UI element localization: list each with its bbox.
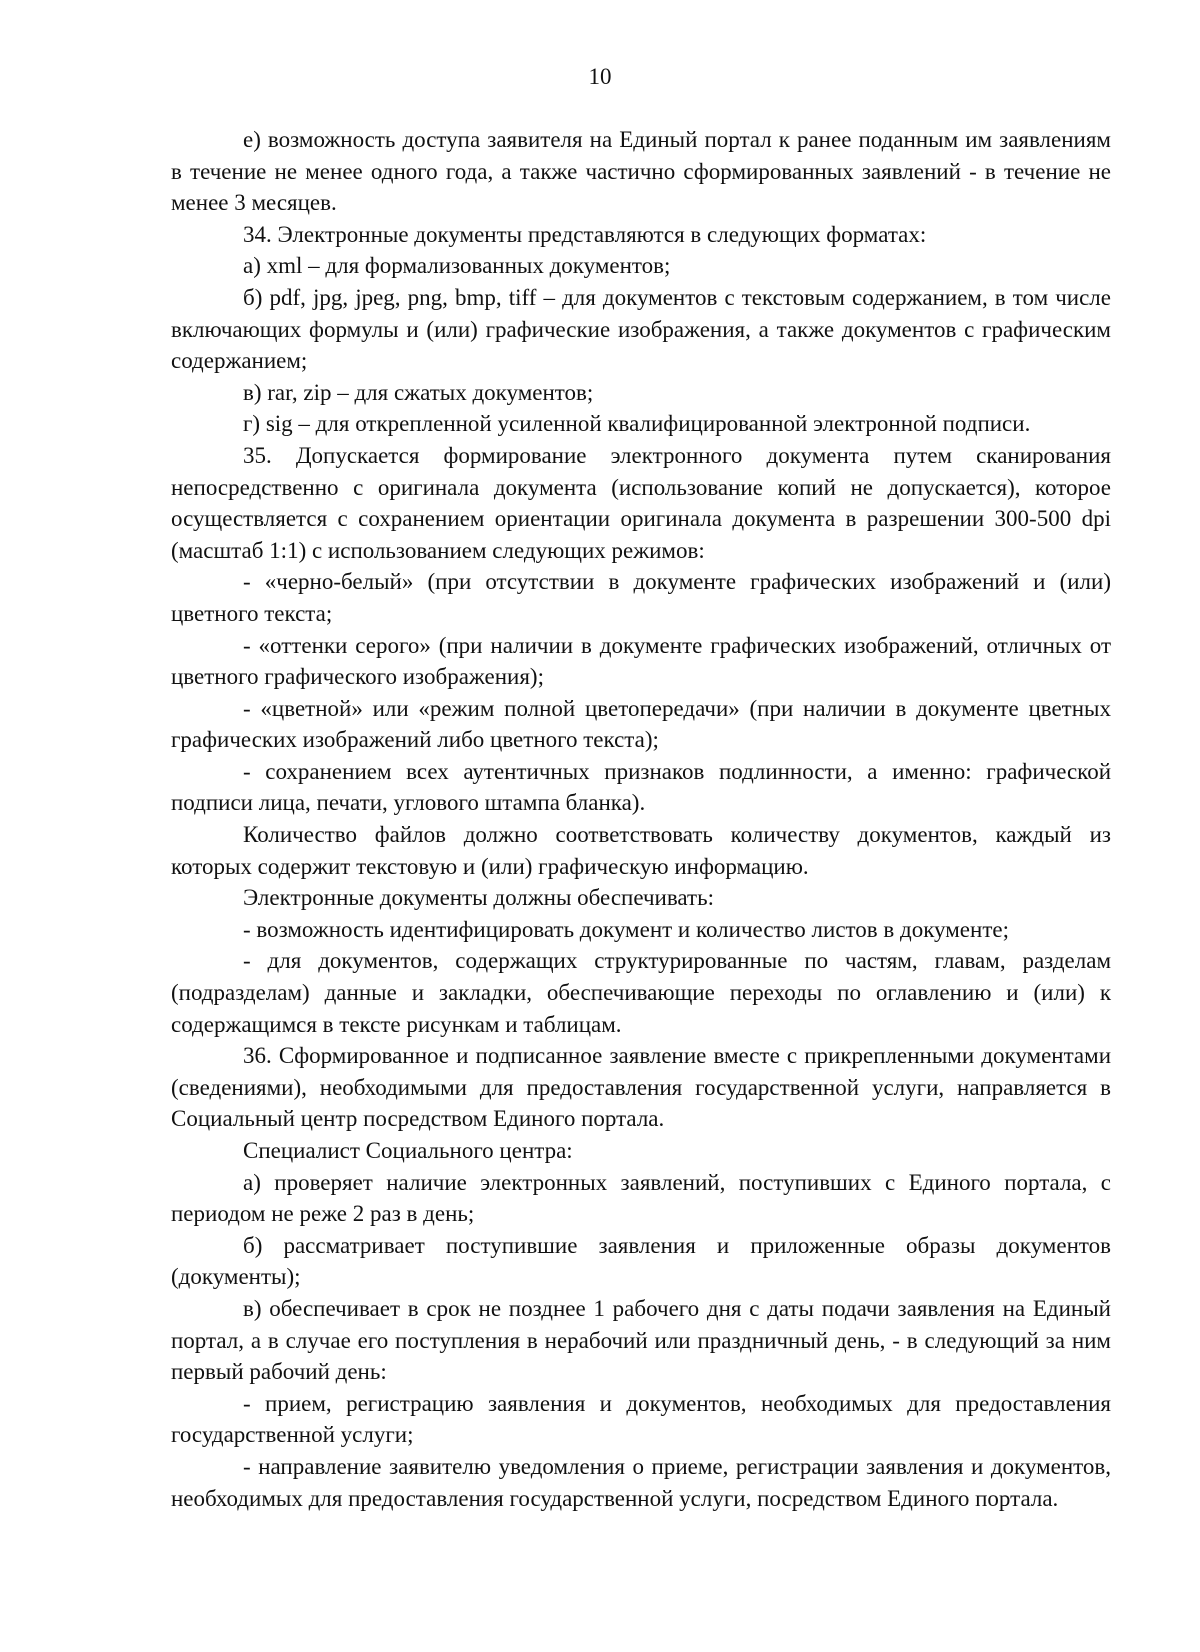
- paragraph-34-formats: 34. Электронные документы представляются в следующих форматах:: [243, 221, 927, 247]
- paragraph-structured-docs: - для документов, содержащих структурированные по частям, главам, разделам (подразделам) данные и закладки, обеспечивающие переходы по оглавлению и (или) к содержащимся в тексте рисункам и таблицам.: [171, 948, 1111, 1037]
- paragraph-34g-sig: г) sig – для открепленной усиленной квалифицированной электронной подписи.: [243, 411, 1031, 437]
- paragraph-35-color-mode: - «цветной» или «режим полной цветопередачи» (при наличии в документе цветных графических изображений либо цветного текста);: [171, 695, 1111, 753]
- paragraph-35-scanning: 35. Допускается формирование электронного документа путем сканирования непосредственно с оригинала документа (использование копий не допускается), которое осуществляется с сохранением ориентации оригинала документа в разрешении 300-500 dpi (масштаб 1:1) с использованием следующих режимов:: [171, 442, 1111, 563]
- paragraph-specialist-a: а) проверяет наличие электронных заявлений, поступивших с Единого портала, с периодом не реже 2 раз в день;: [171, 1169, 1111, 1227]
- paragraph-34a-xml: а) xml – для формализованных документов;: [243, 253, 671, 279]
- paragraph-35-bw-mode: - «черно-белый» (при отсутствии в документе графических изображений и (или) цветного текста;: [171, 569, 1111, 626]
- document-body: [171, 124, 1111, 1514]
- paragraph-docs-must-provide: Электронные документы должны обеспечивать:: [243, 885, 714, 911]
- paragraph-specialist-v: в) обеспечивает в срок не позднее 1 рабочего дня с даты подачи заявления на Единый портал, а в случае его поступления в нерабочий или праздничный день, - в следующий за ним первый рабочий день:: [171, 1295, 1111, 1385]
- paragraph-34b-pdf: б) pdf, jpg, jpeg, png, bmp, tiff – для документов с текстовым содержанием, в том числе включающих формулы и (или) графические изображения, а также документов с графическим содержанием;: [171, 284, 1111, 374]
- paragraph-notification: - направление заявителю уведомления о приеме, регистрации заявления и документов, необходимых для предоставления государственной услуги, посредством Единого портала.: [171, 1453, 1111, 1511]
- paragraph-34v-rar: в) rar, zip – для сжатых документов;: [243, 379, 594, 405]
- paragraph-file-count: Количество файлов должно соответствовать количеству документов, каждый из которых содержит текстовую и (или) графическую информацию.: [171, 822, 1111, 879]
- paragraph-specialist-b: б) рассматривает поступившие заявления и приложенные образы документов (документы);: [171, 1232, 1111, 1290]
- paragraph-36-submission: 36. Сформированное и подписанное заявление вместе с прикрепленными документами (сведениями), необходимыми для предоставления государственной услуги, направляется в Социальный центр посредством Единого портала.: [171, 1043, 1111, 1132]
- page-number: 10: [588, 64, 612, 89]
- paragraph-identify-document: - возможность идентифицировать документ и количество листов в документе;: [243, 916, 1009, 942]
- paragraph-35-grayscale-mode: - «оттенки серого» (при наличии в документе графических изображений, отличных от цветного графического изображения);: [171, 632, 1111, 690]
- paragraph-specialist: Специалист Социального центра:: [243, 1138, 573, 1163]
- paragraph-e-portal-access: е) возможность доступа заявителя на Единый портал к ранее поданным им заявлениям в течение не менее одного года, а также частично сформированных заявлений - в течение не менее 3 месяцев.: [171, 127, 1111, 216]
- paragraph-35-authenticity: - сохранением всех аутентичных признаков подлинности, а именно: графической подписи лица, печати, углового штампа бланка).: [171, 758, 1111, 816]
- paragraph-reception-registration: - прием, регистрацию заявления и документов, необходимых для предоставления государственной услуги;: [171, 1390, 1111, 1448]
